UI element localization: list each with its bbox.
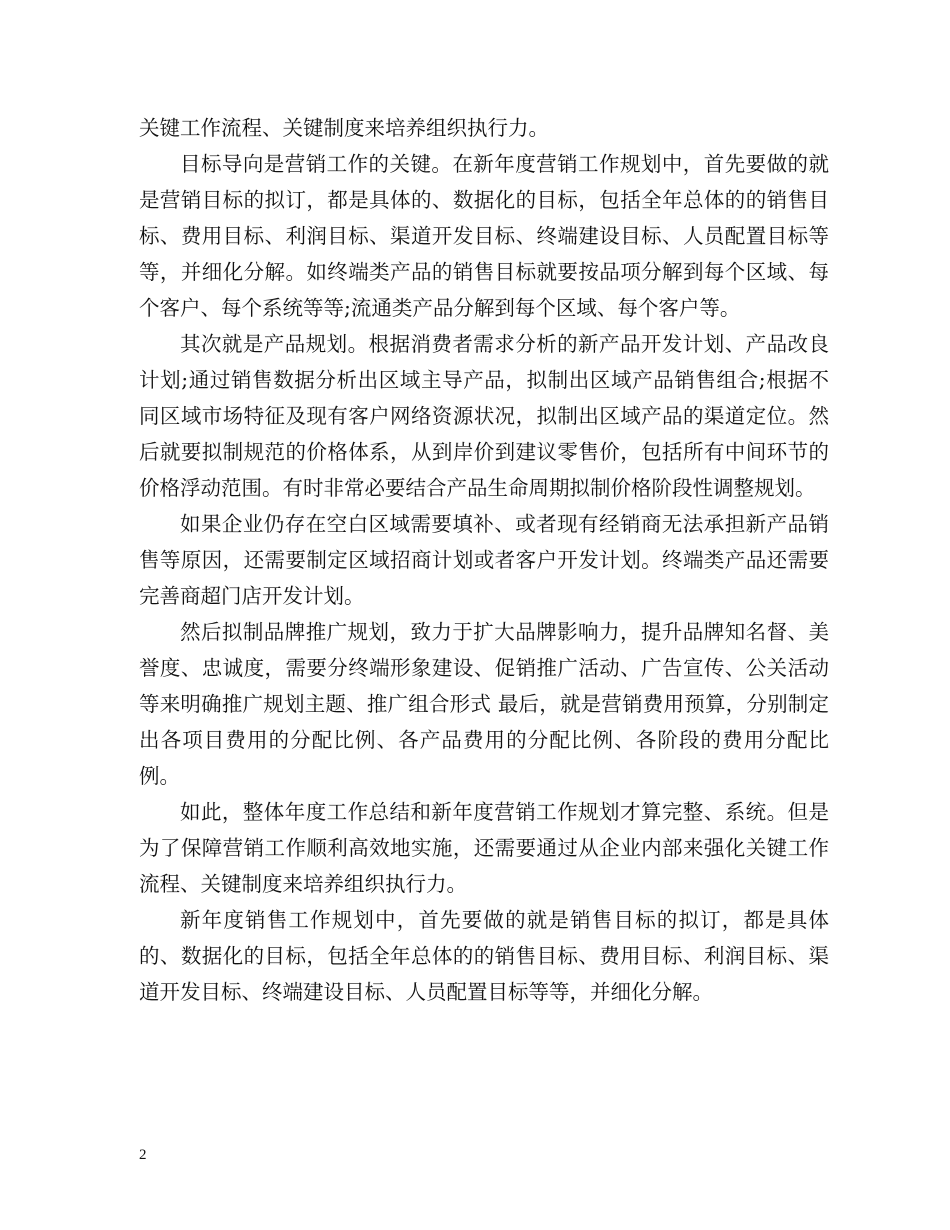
page-number: 2 [139, 1147, 147, 1163]
paragraph-7: 新年度销售工作规划中，首先要做的就是销售目标的拟订，都是具体的、数据化的目标，包括全年总体的的销售目标、费用目标、利润目标、渠道开发目标、终端建设目标、人员配置目标等等，并细化分解。 [139, 908, 829, 1004]
paragraph-6: 如此，整体年度工作总结和新年度营销工作规划才算完整、系统。但是为了保障营销工作顺利高效地实施，还需要通过从企业内部来强化关键工作流程、关键制度来培养组织执行力。 [139, 800, 829, 896]
paragraph-4: 如果企业仍存在空白区域需要填补、或者现有经销商无法承担新产品销售等原因，还需要制定区域招商计划或者客户开发计划。终端类产品还需要完善商超门店开发计划。 [139, 512, 829, 608]
paragraph-5: 然后拟制品牌推广规划，致力于扩大品牌影响力，提升品牌知名督、美誉度、忠诚度，需要分终端形象建设、促销推广活动、广告宣传、公关活动等来明确推广规划主题、推广组合形式 最后，就是营销费用预算，分别制定出各项目费用的分配比例、各产品费用的分配比例、各阶段的费用分配比例。 [139, 620, 829, 788]
paragraph-1: 关键工作流程、关键制度来培养组织执行力。 [139, 116, 549, 140]
paragraph-3: 其次就是产品规划。根据消费者需求分析的新产品开发计划、产品改良计划;通过销售数据分析出区域主导产品，拟制出区域产品销售组合;根据不同区域市场特征及现有客户网络资源状况，拟制出区域产品的渠道定位。然后就要拟制规范的价格体系，从到岸价到建议零售价，包括所有中间环节的价格浮动范围。有时非常必要结合产品生命周期拟制价格阶段性调整规划。 [139, 332, 829, 500]
paragraph-2: 目标导向是营销工作的关键。在新年度营销工作规划中，首先要做的就是营销目标的拟订，都是具体的、数据化的目标，包括全年总体的的销售目标、费用目标、利润目标、渠道开发目标、终端建设目标、人员配置目标等等，并细化分解。如终端类产品的销售目标就要按品项分解到每个区域、每个客户、每个系统等等;流通类产品分解到每个区域、每个客户等。 [139, 152, 829, 320]
document-body [139, 110, 829, 1010]
